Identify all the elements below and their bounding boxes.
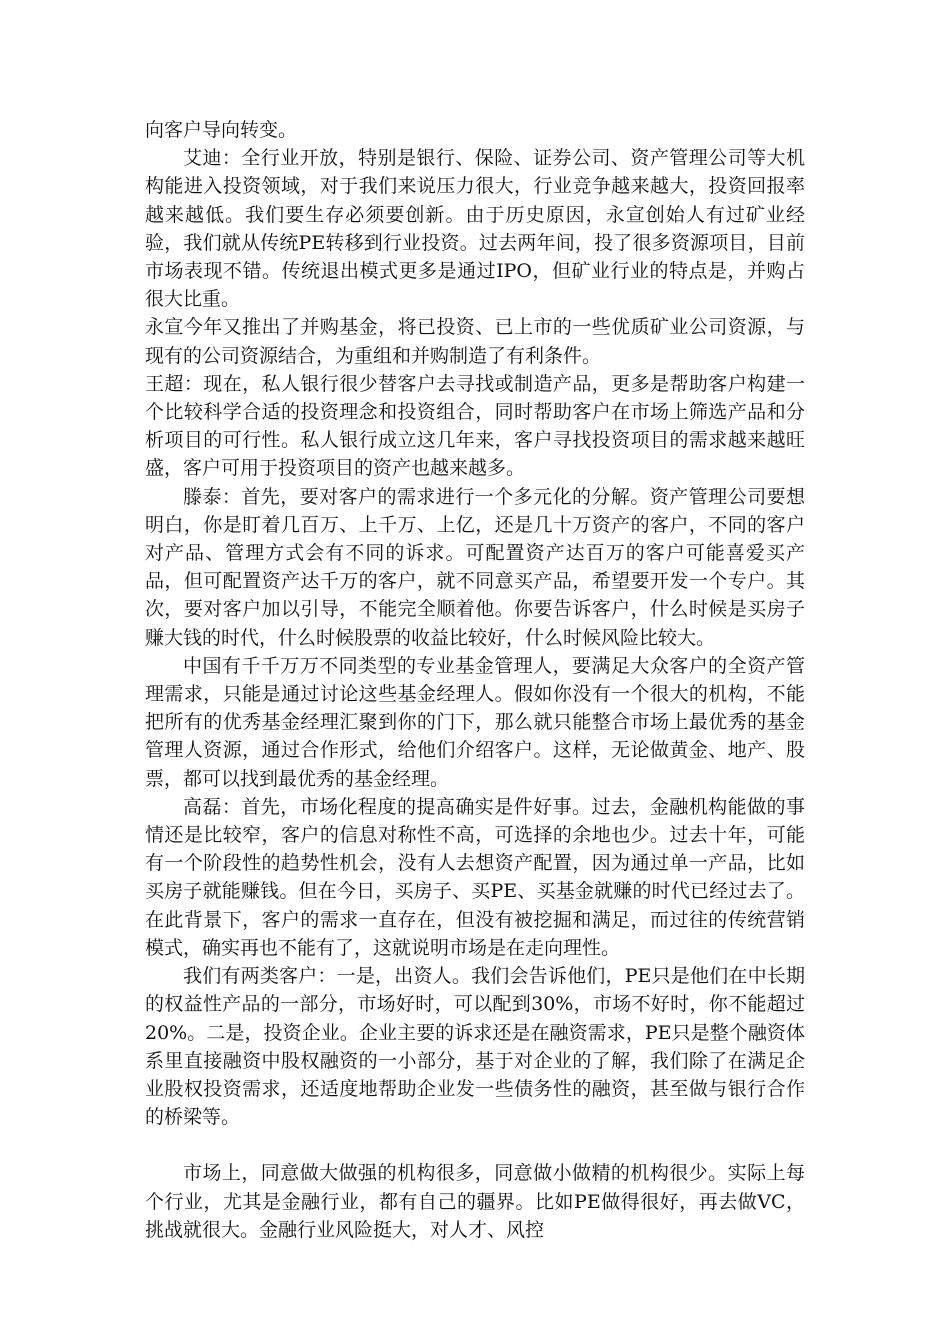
paragraph-4: 王超：现在，私人银行很少替客户去寻找或制造产品，更多是帮助客户构建一个比较科学合适的投资理念和投资组合，同时帮助客户在市场上筛选产品和分析项目的可行性。私人银行成立这几年来，客户寻找投资项目的需求越来越旺盛，客户可用于投资项目的资产也越来越多。: [145, 372, 805, 480]
paragraph-1: 向客户导向转变。: [145, 119, 298, 141]
paragraph-6: 中国有千千万万不同类型的专业基金管理人，要满足大众客户的全资产管理需求，只能是通过讨论这些基金经理人。假如你没有一个很大的机构，不能把所有的优秀基金经理汇聚到你的门下，那么就只能整合市场上最优秀的基金管理人资源，通过合作形式，给他们介绍客户。这样，无论做黄金、地产、股票，都可以找到最优秀的基金经理。: [145, 654, 805, 790]
paragraph-8: 我们有两类客户：一是，出资人。我们会告诉他们，PE只是他们在中长期的权益性产品的一部分，市场好时，可以配到30%，市场不好时，你不能超过20%。二是，投资企业。企业主要的诉求还是在融资需求，PE只是整个融资体系里直接融资中股权融资的一小部分，基于对企业的了解，我们除了在满足企业股权投资需求，还适度地帮助企业发一些债务性的融资，甚至做与银行合作的桥梁等。: [145, 965, 805, 1129]
paragraph-2: 艾迪：全行业开放，特别是银行、保险、证券公司、资产管理公司等大机构能进入投资领域，对于我们来说压力很大，行业竞争越来越大，投资回报率越来越低。我们要生存必须要创新。由于历史原因，永宣创始人有过矿业经验，我们就从传统PE转移到行业投资。过去两年间，投了很多资源项目，目前市场表现不错。传统退出模式更多是通过IPO，但矿业行业的特点是，并购占很大比重。: [145, 147, 805, 311]
paragraph-7: 高磊：首先，市场化程度的提高确实是件好事。过去，金融机构能做的事情还是比较窄，客户的信息对称性不高，可选择的余地也少。过去十年，可能有一个阶段性的趋势性机会，没有人去想资产配置，因为通过单一产品，比如买房子就能赚钱。但在今日，买房子、买PE、买基金就赚的时代已经过去了。在此背景下，客户的需求一直存在，但没有被挖掘和满足，而过往的传统营销模式，确实再也不能有了，这就说明市场是在走向理性。: [145, 795, 805, 959]
paragraph-gap: [145, 1131, 805, 1159]
paragraph-9: 市场上，同意做大做强的机构很多，同意做小做精的机构很少。实际上每个行业，尤其是金融行业，都有自己的疆界。比如PE做得很好，再去做VC，挑战就很大。金融行业风险挺大，对人才、风控: [145, 1162, 805, 1241]
paragraph-3: 永宣今年又推出了并购基金，将已投资、已上市的一些优质矿业公司资源，与现有的公司资源结合，为重组和并购制造了有利条件。: [145, 316, 805, 367]
paragraph-5: 滕泰：首先，要对客户的需求进行一个多元化的分解。资产管理公司要想明白，你是盯着几百万、上千万、上亿，还是几十万资产的客户，不同的客户对产品、管理方式会有不同的诉求。可配置资产达百万的客户可能喜爱买产品，但可配置资产达千万的客户，就不同意买产品，希望要开发一个专户。其次，要对客户加以引导，不能完全顺着他。你要告诉客户，什么时候是买房子赚大钱的时代，什么时候股票的收益比较好，什么时候风险比较大。: [145, 485, 805, 649]
document-body: [145, 116, 805, 1244]
